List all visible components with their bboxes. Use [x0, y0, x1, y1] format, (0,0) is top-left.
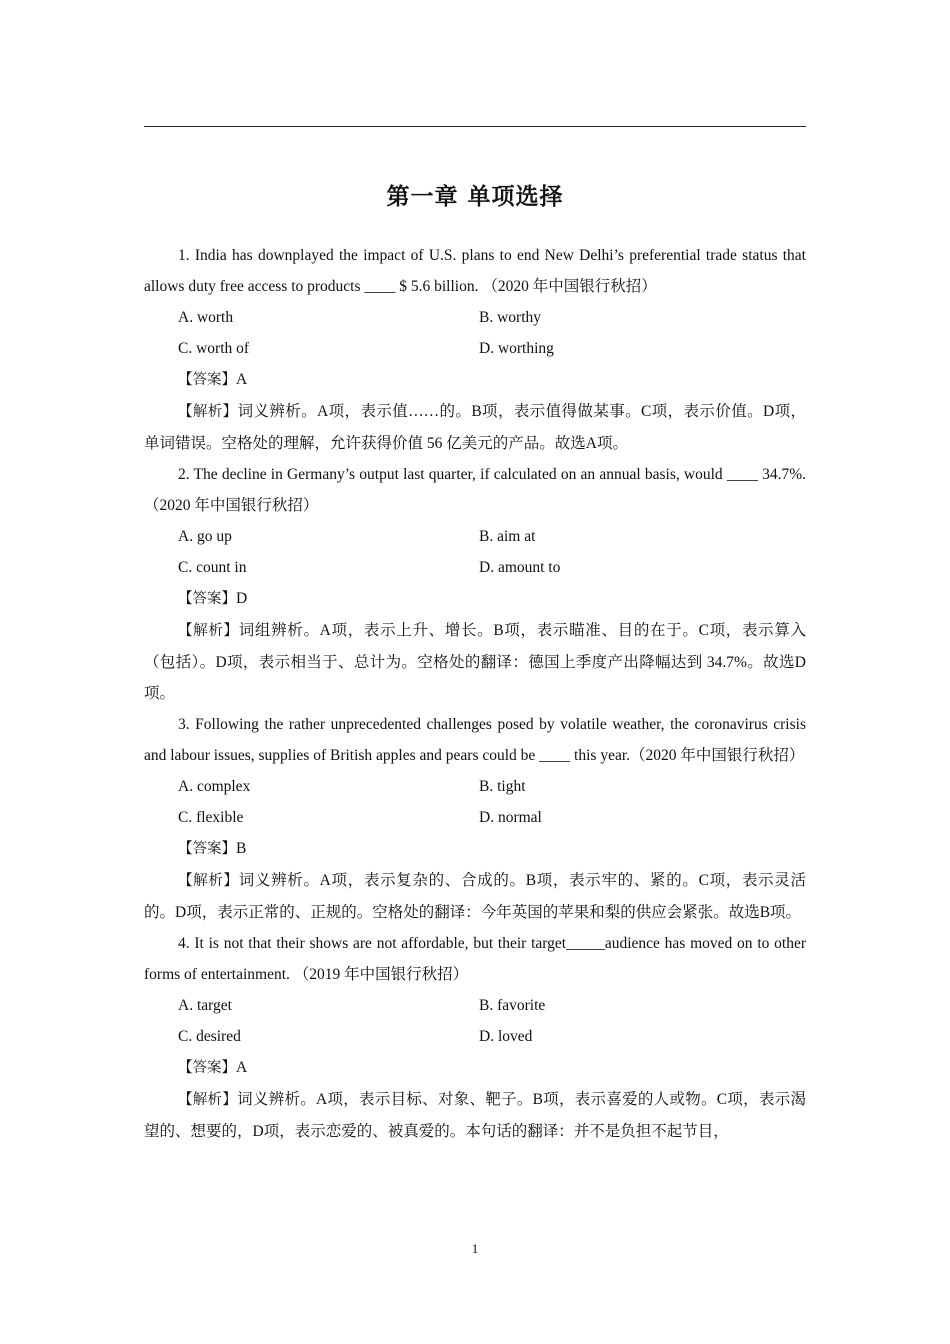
- option-row: [144, 302, 806, 333]
- question-text: 2. The decline in Germany’s output last quarter, if calculated on an annual basis, would ____ 34.7%.（2020 年中国银行秋招）: [144, 466, 806, 514]
- page-number: 1: [471, 1241, 479, 1256]
- option-d: D. normal: [479, 809, 542, 826]
- question-block: [144, 240, 806, 459]
- option-a: A. go up: [178, 528, 232, 545]
- option-a: A. target: [178, 997, 232, 1014]
- answer-line: [144, 364, 806, 396]
- option-row: [144, 1021, 806, 1052]
- option-b: B. aim at: [479, 528, 536, 545]
- option-row: [144, 552, 806, 583]
- option-c: C. desired: [178, 1028, 241, 1045]
- option-b: B. worthy: [479, 309, 541, 326]
- question-text: 1. India has downplayed the impact of U.S. plans to end New Delhi’s preferential trade status that allows duty free access to products ____ $ 5.6 billion. （2020 年中国银行秋招）: [144, 247, 806, 295]
- option-row: [144, 333, 806, 364]
- answer-label: 【答案】: [178, 841, 236, 857]
- answer-value: A: [236, 371, 248, 388]
- option-row: [144, 771, 806, 802]
- question-list: [144, 240, 806, 1147]
- answer-line: [144, 1052, 806, 1084]
- question-block: [144, 709, 806, 928]
- answer-value: D: [236, 590, 248, 607]
- analysis-label: 【解析】: [178, 404, 238, 420]
- analysis-label: 【解析】: [178, 873, 239, 889]
- option-d: D. worthing: [479, 340, 554, 357]
- option-d: D. loved: [479, 1028, 533, 1045]
- option-c: C. count in: [178, 559, 247, 576]
- option-row: [144, 990, 806, 1021]
- answer-line: [144, 583, 806, 615]
- analysis-text: 词义辨析。A项，表示目标、对象、靶子。B项，表示喜爱的人或物。C项，表示渴望的、想要的，D项，表示恋爱的、被真爱的。本句话的翻译：并不是负担不起节目，: [144, 1091, 807, 1140]
- question-block: [144, 459, 806, 709]
- question-text: 4. It is not that their shows are not affordable, but their target_____audience has moved on to other forms of entertainment. （2019 年中国银行秋招）: [144, 935, 806, 983]
- analysis-label: 【解析】: [178, 623, 239, 639]
- question-block: [144, 928, 806, 1147]
- answer-value: A: [236, 1059, 248, 1076]
- answer-label: 【答案】: [178, 372, 236, 388]
- analysis-text: 词义辨析。A项，表示复杂的、合成的。B项，表示牢的、紧的。C项，表示灵活的。D项，表示正常的、正规的。空格处的翻译：今年英国的苹果和梨的供应会紧张。故选B项。: [144, 872, 807, 921]
- option-b: B. tight: [479, 778, 526, 795]
- option-b: B. favorite: [479, 997, 546, 1014]
- analysis-line: [144, 615, 806, 709]
- option-d: D. amount to: [479, 559, 561, 576]
- analysis-line: [144, 1084, 806, 1147]
- option-c: C. worth of: [178, 340, 250, 357]
- answer-label: 【答案】: [178, 1060, 236, 1076]
- option-row: [144, 802, 806, 833]
- chapter-title: 第一章 单项选择: [386, 184, 564, 210]
- analysis-label: 【解析】: [178, 1092, 238, 1108]
- answer-value: B: [236, 840, 247, 857]
- answer-label: 【答案】: [178, 591, 236, 607]
- option-a: A. worth: [178, 309, 234, 326]
- answer-line: [144, 833, 806, 865]
- option-row: [144, 521, 806, 552]
- question-text: 3. Following the rather unprecedented challenges posed by volatile weather, the coronavirus crisis and labour issues, supplies of British apples and pears could be ____ this year.（2020 年中国银行秋招）: [144, 716, 806, 764]
- option-c: C. flexible: [178, 809, 244, 826]
- analysis-line: [144, 396, 806, 459]
- analysis-line: [144, 865, 806, 928]
- option-a: A. complex: [178, 778, 251, 795]
- analysis-text: 词组辨析。A项，表示上升、增长。B项，表示瞄准、目的在于。C项，表示算入（包括）。D项，表示相当于、总计为。空格处的翻译：德国上季度产出降幅达到 34.7%。故选D项。: [144, 622, 807, 702]
- header-rule: [144, 126, 806, 127]
- analysis-text: 词义辨析。A项，表示值……的。B项，表示值得做某事。C项，表示价值。D项，单词错误。空格处的理解，允许获得价值 56 亿美元的产品。故选A项。: [144, 403, 807, 452]
